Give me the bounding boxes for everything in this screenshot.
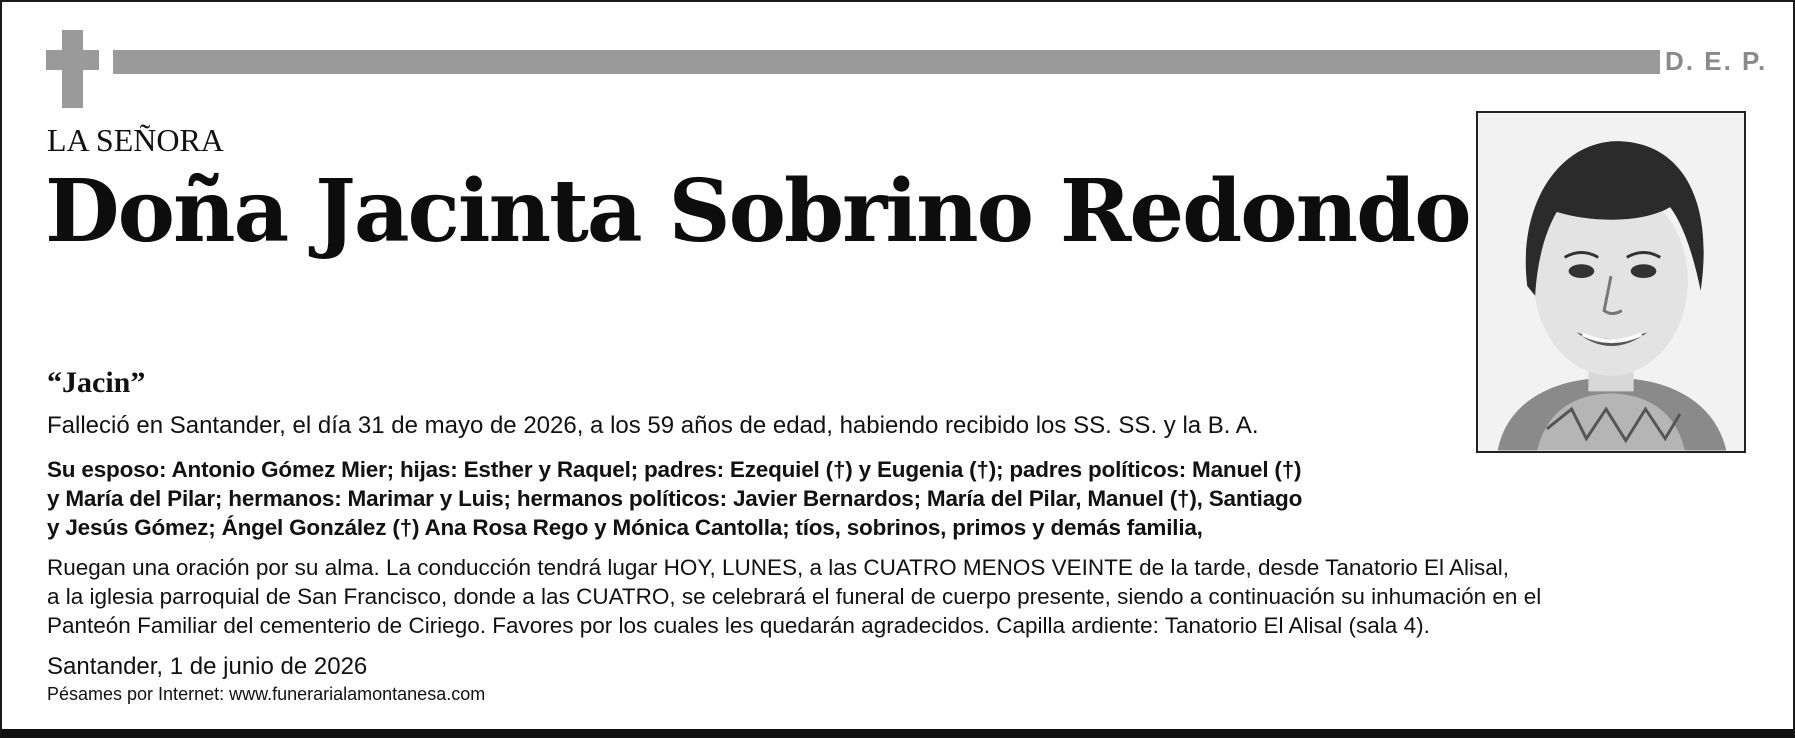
death-notice: Falleció en Santander, el día 31 de mayo de 2026, a los 59 años de edad, habiendo recibido los SS. SS. y la B. A. [47, 412, 1259, 439]
cross-icon [46, 30, 99, 108]
family-line: Su esposo: Antonio Gómez Mier; hijas: Esther y Raquel; padres: Ezequiel (†) y Eugenia (†); padres políticos: Manuel (†) [47, 457, 1302, 482]
honorific: LA SEÑORA [47, 122, 224, 158]
family-line: y María del Pilar; hermanos: Marimar y Luis; hermanos políticos: Javier Bernardos; María del Pilar, Manuel (†), Santiago [47, 486, 1303, 511]
dep-label: D. E. P. [1665, 46, 1768, 76]
funeral-line: Ruegan una oración por su alma. La conducción tendrá lugar HOY, LUNES, a las CUATRO MENOS VEINTE de la tarde, desde Tanatorio El Alisal, [47, 555, 1509, 580]
funeral-paragraph [47, 553, 1747, 640]
family-paragraph [47, 455, 1447, 542]
header-rule [113, 50, 1660, 74]
condolences-link: Pésames por Internet: www.funerarialamontanesa.com [47, 684, 486, 704]
portrait-photo [1476, 111, 1746, 453]
nickname: “Jacin” [47, 366, 146, 399]
deceased-name: Doña Jacinta Sobrino Redondo [45, 161, 1470, 262]
funeral-line: a la iglesia parroquial de San Francisco, donde a las CUATRO, se celebrará el funeral de cuerpo presente, siendo a continuación su inhumación en el [47, 584, 1542, 609]
place-date: Santander, 1 de junio de 2026 [47, 653, 368, 680]
funeral-line: Panteón Familiar del cementerio de Ciriego. Favores por los cuales les quedarán agradecidos. Capilla ardiente: Tanatorio El Alisal (sala 4). [47, 613, 1430, 638]
family-line: y Jesús Gómez; Ángel González (†) Ana Rosa Rego y Mónica Cantolla; tíos, sobrinos, primos y demás familia, [47, 515, 1203, 540]
